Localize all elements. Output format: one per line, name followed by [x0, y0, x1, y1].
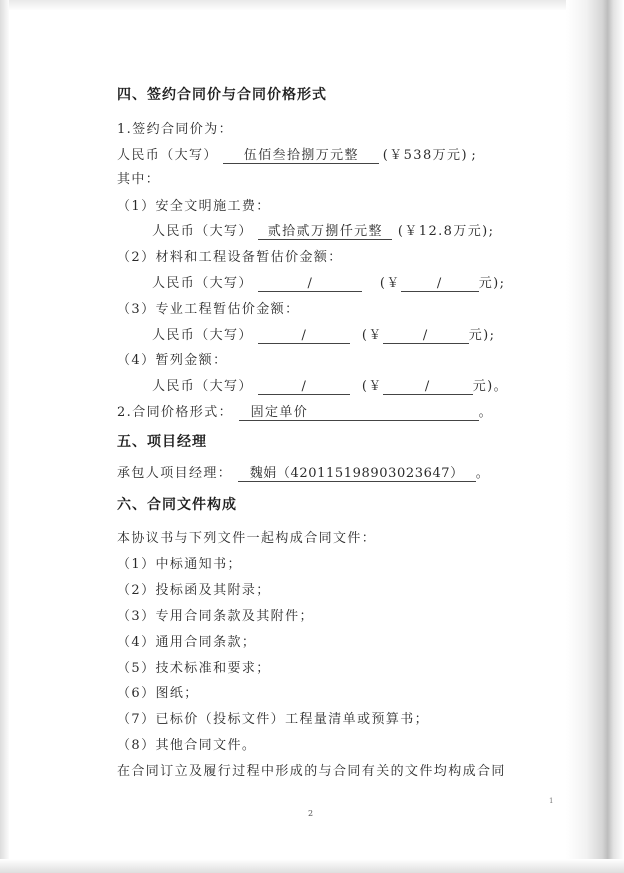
item1-label: （1）安全文明施工费：: [117, 199, 271, 214]
price-form-period: 。: [478, 405, 493, 420]
project-manager-period: 。: [475, 466, 491, 481]
corner-mark: 1: [549, 797, 554, 805]
page-number: 2: [308, 809, 314, 818]
price-form-value: 固定单价: [239, 401, 479, 421]
document-list-item: （8）其他合同文件。: [117, 738, 257, 753]
item2-label: （2）材料和工程设备暂估价金额：: [117, 250, 343, 265]
item4-number-blank: /: [383, 379, 473, 395]
price-form-line: [117, 401, 493, 421]
item2-line: [152, 272, 505, 292]
document-list-item: （5）技术标准和要求；: [117, 661, 271, 676]
rmb-prefix: 人民币（大写）: [152, 328, 253, 343]
rmb-prefix: 人民币（大写）: [152, 224, 253, 239]
item4-label: （4）暂列金额：: [117, 353, 228, 368]
item1-tail: ;: [488, 224, 495, 239]
rmb-prefix: 人民币（大写）: [117, 148, 218, 163]
price-form-label: 2.合同价格形式：: [117, 405, 234, 420]
contract-price-line: [117, 144, 477, 164]
item1-line: [152, 220, 494, 240]
item3-label: （3）专业工程暂估价金额：: [117, 302, 300, 317]
item1-number: (￥12.8万元): [397, 224, 489, 239]
yen-open: (￥: [361, 379, 383, 394]
document-list-item: （6）图纸；: [117, 686, 199, 701]
closing-sentence: 在合同订立及履行过程中形成的与合同有关的文件均构成合同: [117, 764, 506, 779]
yuan-close: 元);: [478, 276, 506, 291]
binding-spine: [566, 0, 624, 873]
document-list-item: （3）专用合同条款及其附件；: [117, 609, 314, 624]
section-4-heading: 四、签约合同价与合同价格形式: [117, 87, 327, 103]
item4-words-blank: /: [258, 379, 350, 395]
project-manager-line: [117, 462, 490, 482]
document-list-item: （2）投标函及其附录；: [117, 583, 271, 598]
item2-number-blank: /: [401, 276, 479, 292]
rmb-prefix: 人民币（大写）: [152, 379, 253, 394]
yen-open: (￥: [379, 276, 401, 291]
item3-number-blank: /: [383, 328, 469, 344]
item1-words: 贰拾贰万捌仟元整: [258, 220, 392, 240]
document-list-item: （1）中标通知书；: [117, 557, 242, 572]
yuan-close: 元)。: [472, 379, 509, 394]
yen-open: (￥: [361, 328, 383, 343]
item3-line: [152, 324, 495, 344]
item2-words-blank: /: [258, 276, 362, 292]
contract-price-words: 伍佰叁拾捌万元整: [223, 144, 379, 164]
project-manager-value: 魏娟（420115198903023647）: [238, 462, 476, 482]
yuan-close: 元);: [468, 328, 496, 343]
document-list-item: （7）已标价（投标文件）工程量清单或预算书；: [117, 712, 430, 727]
section-5-heading: 五、项目经理: [117, 434, 207, 450]
project-manager-label: 承包人项目经理：: [117, 466, 233, 481]
contract-price-tail: ;: [471, 148, 478, 163]
among-label: 其中：: [117, 172, 161, 187]
contract-price-label: 1.签约合同价为：: [117, 122, 234, 137]
rmb-prefix: 人民币（大写）: [152, 276, 253, 291]
contract-price-number: (￥538万元): [382, 148, 468, 163]
documents-intro: 本协议书与下列文件一起构成合同文件：: [117, 531, 377, 546]
item3-words-blank: /: [258, 328, 350, 344]
item4-line: [152, 375, 508, 395]
document-list-item: （4）通用合同条款；: [117, 635, 257, 650]
section-6-heading: 六、合同文件构成: [117, 497, 237, 513]
